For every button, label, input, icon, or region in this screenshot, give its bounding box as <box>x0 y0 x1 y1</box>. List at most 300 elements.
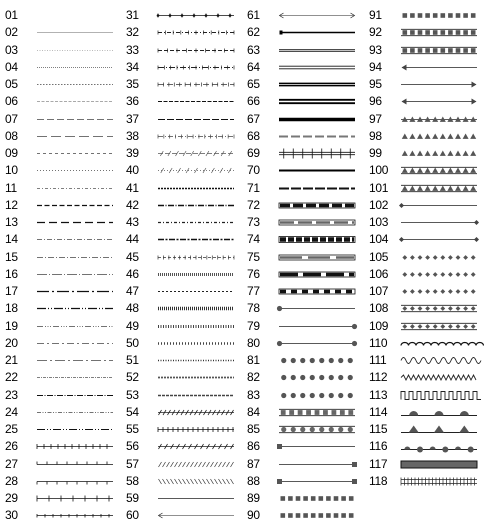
line-style-item[interactable] <box>126 42 241 59</box>
line-style-item[interactable] <box>247 180 362 197</box>
line-slash <box>199 462 202 467</box>
line-style-sample <box>37 128 113 145</box>
bead-square <box>348 410 353 415</box>
line-style-sample <box>279 404 355 421</box>
line-style-sample <box>37 266 113 283</box>
line-style-item[interactable] <box>126 214 241 231</box>
bead-triangle <box>425 168 431 173</box>
line-style-sample <box>37 93 113 110</box>
line-style-item[interactable] <box>369 266 484 283</box>
line-style-item[interactable] <box>126 145 241 162</box>
line-slash <box>169 168 172 173</box>
line-style-sample <box>158 438 234 455</box>
bead-diamond <box>463 306 468 311</box>
line-style-item[interactable] <box>369 335 484 352</box>
line-style-item[interactable] <box>247 438 362 455</box>
bead-square <box>410 48 415 53</box>
bead-square <box>349 496 354 501</box>
bead-triangle <box>417 185 423 190</box>
line-style-item[interactable] <box>126 249 241 266</box>
line-style-sample <box>401 231 477 248</box>
line-style-item[interactable] <box>5 421 120 438</box>
line-style-number: 17 <box>5 284 18 298</box>
line-style-item[interactable] <box>247 59 362 76</box>
line-style-item[interactable] <box>247 162 362 179</box>
line-style-sample <box>158 266 234 283</box>
line-style-sample <box>279 249 355 266</box>
line-style-item[interactable] <box>5 145 120 162</box>
line-style-number: 112 <box>369 370 388 385</box>
line-style-number: 27 <box>5 456 18 471</box>
line-style-item[interactable] <box>247 473 362 490</box>
bead-dot <box>348 392 353 397</box>
line-style-item[interactable] <box>5 231 120 248</box>
line-style-sample <box>279 24 355 41</box>
line-style-sample <box>401 76 477 93</box>
line-style-item[interactable] <box>247 369 362 386</box>
line-style-item[interactable] <box>5 180 120 197</box>
line-style-sample <box>158 507 234 524</box>
line-style-item[interactable] <box>369 369 484 386</box>
line-style-sample <box>279 7 355 24</box>
bead-diamond <box>471 255 476 260</box>
end-square-icon <box>277 479 282 484</box>
line-style-item[interactable] <box>5 456 120 473</box>
line-style-item[interactable] <box>5 249 120 266</box>
line-style-number: 92 <box>369 25 382 40</box>
line-slash <box>159 462 162 467</box>
line-style-item[interactable] <box>5 214 120 231</box>
line-style-sample <box>279 318 355 335</box>
line-style-sample <box>279 128 355 145</box>
line-style-item[interactable] <box>247 266 362 283</box>
line-style-item[interactable] <box>126 231 241 248</box>
line-style-number: 04 <box>5 59 18 74</box>
line-slash <box>211 168 214 173</box>
line-style-number: 11 <box>5 180 17 195</box>
line-style-column <box>126 7 241 525</box>
line-style-item[interactable] <box>247 300 362 317</box>
line-style-item[interactable] <box>5 404 120 421</box>
line-style-sample <box>401 214 477 231</box>
line-style-number: 85 <box>247 422 260 436</box>
line-style-number: 75 <box>247 249 260 264</box>
line-style-sample <box>37 421 113 438</box>
line-style-item[interactable] <box>369 111 484 128</box>
line-style-item[interactable] <box>126 59 241 76</box>
bead-dot <box>319 375 324 380</box>
line-style-number: 111 <box>369 353 387 367</box>
line-style-item[interactable] <box>126 180 241 197</box>
line-style-number: 105 <box>369 249 389 264</box>
line-style-item[interactable] <box>5 266 120 283</box>
line-style-item[interactable] <box>126 283 241 300</box>
line-slash <box>227 462 230 467</box>
line-style-item[interactable] <box>5 128 120 145</box>
line-style-number: 05 <box>5 77 18 91</box>
line-style-item[interactable] <box>369 128 484 145</box>
line-style-item[interactable] <box>5 438 120 455</box>
line-slash <box>163 462 166 467</box>
line-style-number: 117 <box>369 456 388 471</box>
line-style-sample <box>37 24 113 41</box>
bead-square <box>296 496 301 501</box>
line-style-item[interactable] <box>369 438 484 455</box>
line-style-item[interactable] <box>369 93 484 110</box>
line-style-sample <box>37 507 113 524</box>
bead-triangle <box>463 133 469 138</box>
line-style-item[interactable] <box>369 421 484 438</box>
bead-dot <box>348 375 353 380</box>
line-style-number: 100 <box>369 163 389 178</box>
bead-triangle <box>470 185 476 190</box>
line-style-number: 71 <box>247 180 260 195</box>
line-style-item[interactable] <box>5 283 120 300</box>
end-triangle-icon <box>472 99 477 105</box>
hump-triangle <box>459 426 469 433</box>
line-style-item[interactable] <box>126 335 241 352</box>
line-style-item[interactable] <box>369 318 484 335</box>
bead-square <box>433 48 438 53</box>
line-style-item[interactable] <box>369 59 484 76</box>
line-style-number: 74 <box>247 232 260 247</box>
hump-semicircle <box>442 447 448 450</box>
line-style-item[interactable] <box>369 456 484 473</box>
line-style-sample <box>401 24 477 41</box>
bead-diamond <box>410 272 415 277</box>
line-slash <box>183 462 186 467</box>
line-style-item[interactable] <box>369 387 484 404</box>
line-style-number: 58 <box>126 473 139 488</box>
line-style-item[interactable] <box>247 231 362 248</box>
line-style-item[interactable] <box>126 24 241 41</box>
bead-diamond <box>410 255 415 260</box>
line-style-item[interactable] <box>247 197 362 214</box>
line-style-item[interactable] <box>5 387 120 404</box>
bead-diamond <box>440 272 445 277</box>
line-style-sample <box>37 369 113 386</box>
line-style-item[interactable] <box>126 266 241 283</box>
line-style-sample <box>37 76 113 93</box>
bead-square <box>448 13 453 18</box>
bead-dot <box>319 427 324 432</box>
line-style-item[interactable] <box>247 111 362 128</box>
line-style-item[interactable] <box>247 352 362 369</box>
line-style-item[interactable] <box>126 369 241 386</box>
bead-dot <box>310 392 315 397</box>
line-slash <box>219 479 222 484</box>
bead-square <box>341 513 346 518</box>
bead-diamond <box>448 289 453 294</box>
line-style-sample <box>279 369 355 386</box>
line-style-item[interactable] <box>126 197 241 214</box>
line-style-item[interactable] <box>5 490 120 507</box>
line-style-number: 14 <box>5 232 18 247</box>
line-style-number: 43 <box>126 215 139 229</box>
line-style-item[interactable] <box>369 214 484 231</box>
line-style-sample <box>401 456 477 473</box>
line-style-item[interactable] <box>247 24 362 41</box>
line-style-sample <box>158 473 234 490</box>
line-style-number: 09 <box>5 146 18 160</box>
line-style-item[interactable] <box>247 387 362 404</box>
line-style-item[interactable] <box>247 283 362 300</box>
line-slash <box>195 462 198 467</box>
line-style-sample <box>279 231 355 248</box>
line-style-item[interactable] <box>369 352 484 369</box>
line-style-number: 54 <box>126 404 139 419</box>
line-style-number: 80 <box>247 335 260 350</box>
line-style-item[interactable] <box>5 197 120 214</box>
line-style-number: 01 <box>5 8 18 22</box>
line-slash <box>211 479 214 484</box>
bead-dot <box>291 358 296 363</box>
line-style-item[interactable] <box>247 7 362 24</box>
bead-triangle <box>417 151 423 156</box>
line-style-item[interactable] <box>247 456 362 473</box>
bead-square <box>456 13 461 18</box>
line-style-sample <box>158 369 234 386</box>
line-style-number: 08 <box>5 128 18 143</box>
end-triangle-icon <box>472 82 477 88</box>
line-style-item[interactable] <box>126 473 241 490</box>
bead-triangle <box>417 168 423 173</box>
bead-triangle <box>432 185 438 190</box>
line-style-number: 64 <box>247 59 260 74</box>
line-style-sample <box>401 473 477 490</box>
bead-dot <box>281 375 286 380</box>
line-style-item[interactable] <box>369 162 484 179</box>
line-style-item[interactable] <box>247 214 362 231</box>
line-style-number: 25 <box>5 422 18 436</box>
line-style-item[interactable] <box>126 507 241 524</box>
line-dot <box>169 14 172 17</box>
line-style-number: 30 <box>5 508 18 523</box>
line-style-number: 34 <box>126 59 139 74</box>
line-style-item[interactable] <box>5 352 120 369</box>
line-style-sample <box>158 145 234 162</box>
line-style-item[interactable] <box>369 197 484 214</box>
line-style-item[interactable] <box>247 404 362 421</box>
line-style-number: 95 <box>369 77 382 91</box>
line-style-item[interactable] <box>126 438 241 455</box>
line-style-item[interactable] <box>5 318 120 335</box>
line-style-item[interactable] <box>126 7 241 24</box>
line-style-item[interactable] <box>126 111 241 128</box>
bead-dot <box>329 375 334 380</box>
bead-triangle <box>409 185 415 190</box>
line-style-sample <box>158 111 234 128</box>
wave-stroke <box>401 342 484 345</box>
line-style-sample <box>279 507 355 524</box>
line-style-item[interactable] <box>5 300 120 317</box>
line-style-item[interactable] <box>126 421 241 438</box>
bead-triangle <box>425 151 431 156</box>
line-style-item[interactable] <box>247 507 362 524</box>
line-style-number: 116 <box>369 439 388 454</box>
line-style-number: 03 <box>5 42 18 57</box>
bead-square <box>296 513 301 518</box>
bead-triangle <box>463 185 469 190</box>
line-style-sample <box>279 42 355 59</box>
bead-diamond <box>463 272 468 277</box>
line-style-item[interactable] <box>247 128 362 145</box>
line-style-item[interactable] <box>126 318 241 335</box>
bead-dot <box>338 358 343 363</box>
line-style-sample <box>401 387 477 404</box>
line-style-number: 57 <box>126 456 139 471</box>
line-style-sample <box>279 197 355 214</box>
bead-square <box>281 410 286 415</box>
bead-square <box>448 30 453 35</box>
line-style-number: 26 <box>5 439 18 454</box>
line-style-item[interactable] <box>369 473 484 490</box>
line-style-item[interactable] <box>369 231 484 248</box>
line-style-item[interactable] <box>5 111 120 128</box>
bead-triangle <box>455 133 461 138</box>
line-style-item[interactable] <box>5 7 120 24</box>
line-style-number: 19 <box>5 318 18 333</box>
line-style-number: 49 <box>126 318 139 333</box>
line-style-number: 102 <box>369 197 389 212</box>
line-slash <box>215 479 218 484</box>
line-style-item[interactable] <box>369 24 484 41</box>
line-style-number: 38 <box>126 128 139 143</box>
line-style-item[interactable] <box>126 93 241 110</box>
line-style-sample <box>37 490 113 507</box>
line-style-sample <box>279 93 355 110</box>
line-style-item[interactable] <box>369 180 484 197</box>
line-style-item[interactable] <box>126 404 241 421</box>
line-style-item[interactable] <box>126 490 241 507</box>
line-style-item[interactable] <box>369 145 484 162</box>
line-style-item[interactable] <box>5 507 120 524</box>
line-style-item[interactable] <box>247 145 362 162</box>
line-style-number: 07 <box>5 111 18 126</box>
line-style-sample <box>37 59 113 76</box>
line-style-number: 99 <box>369 146 382 160</box>
bead-square <box>281 513 286 518</box>
line-style-item[interactable] <box>369 76 484 93</box>
bead-triangle <box>455 168 461 173</box>
line-style-item[interactable] <box>247 421 362 438</box>
line-style-item[interactable] <box>369 404 484 421</box>
line-style-item[interactable] <box>126 162 241 179</box>
line-style-number: 90 <box>247 508 260 523</box>
bead-square <box>410 13 415 18</box>
hump-triangle <box>409 426 419 433</box>
line-style-sample <box>37 111 113 128</box>
line-style-number: 66 <box>247 94 260 109</box>
bead-square <box>441 13 446 18</box>
line-style-item[interactable] <box>126 387 241 404</box>
line-style-item[interactable] <box>5 42 120 59</box>
line-style-item[interactable] <box>5 369 120 386</box>
line-style-item[interactable] <box>5 76 120 93</box>
line-style-item[interactable] <box>247 93 362 110</box>
line-style-item[interactable] <box>369 283 484 300</box>
hump-semicircle <box>455 447 461 450</box>
line-slash <box>207 462 210 467</box>
line-style-item[interactable] <box>369 42 484 59</box>
line-style-sample <box>158 318 234 335</box>
line-style-sample <box>401 318 477 335</box>
bead-diamond <box>433 306 438 311</box>
line-style-item[interactable] <box>126 352 241 369</box>
line-style-item[interactable] <box>247 318 362 335</box>
line-style-sample <box>158 490 234 507</box>
line-style-sample <box>401 197 477 214</box>
end-triangle-icon <box>402 99 407 105</box>
line-style-sample <box>158 249 234 266</box>
line-style-sample <box>37 387 113 404</box>
line-style-item[interactable] <box>5 24 120 41</box>
bead-diamond <box>463 324 468 329</box>
line-dot <box>217 14 220 17</box>
line-style-item[interactable] <box>369 249 484 266</box>
line-style-item[interactable] <box>5 162 120 179</box>
line-style-sample <box>279 76 355 93</box>
line-style-number: 44 <box>126 232 139 247</box>
line-style-item[interactable] <box>247 249 362 266</box>
bead-dot <box>338 392 343 397</box>
line-style-sample <box>37 404 113 421</box>
line-style-item[interactable] <box>369 300 484 317</box>
line-style-number: 46 <box>126 266 139 281</box>
line-style-item[interactable] <box>247 335 362 352</box>
line-style-item[interactable] <box>126 300 241 317</box>
line-style-item[interactable] <box>126 456 241 473</box>
line-style-sample <box>279 335 355 352</box>
line-style-item[interactable] <box>5 59 120 76</box>
line-style-item[interactable] <box>126 76 241 93</box>
line-style-sample <box>279 214 355 231</box>
line-style-sample <box>37 283 113 300</box>
line-style-sample <box>401 335 477 352</box>
line-dot <box>229 14 232 17</box>
line-style-item[interactable] <box>369 7 484 24</box>
line-style-item[interactable] <box>5 335 120 352</box>
line-style-sample <box>37 318 113 335</box>
line-style-number: 42 <box>126 197 139 212</box>
line-slash <box>178 168 181 173</box>
line-style-item[interactable] <box>247 42 362 59</box>
bead-triangle <box>440 168 446 173</box>
bead-square <box>288 513 293 518</box>
line-style-item[interactable] <box>126 128 241 145</box>
line-style-sample <box>37 352 113 369</box>
line-style-sample <box>279 162 355 179</box>
bead-triangle <box>402 151 408 156</box>
line-style-number: 28 <box>5 473 18 488</box>
bead-square <box>441 30 446 35</box>
line-style-sample <box>279 266 355 283</box>
bead-triangle <box>440 133 446 138</box>
line-style-item[interactable] <box>247 76 362 93</box>
line-style-sample <box>279 111 355 128</box>
line-style-item[interactable] <box>247 490 362 507</box>
bead-triangle <box>432 151 438 156</box>
line-style-sample <box>401 7 477 24</box>
bead-dot <box>300 392 305 397</box>
line-style-sample <box>158 352 234 369</box>
bead-diamond <box>471 289 476 294</box>
line-style-item[interactable] <box>5 93 120 110</box>
line-style-sample <box>158 59 234 76</box>
line-style-sample <box>279 283 355 300</box>
bead-square <box>403 13 408 18</box>
line-style-item[interactable] <box>5 473 120 490</box>
